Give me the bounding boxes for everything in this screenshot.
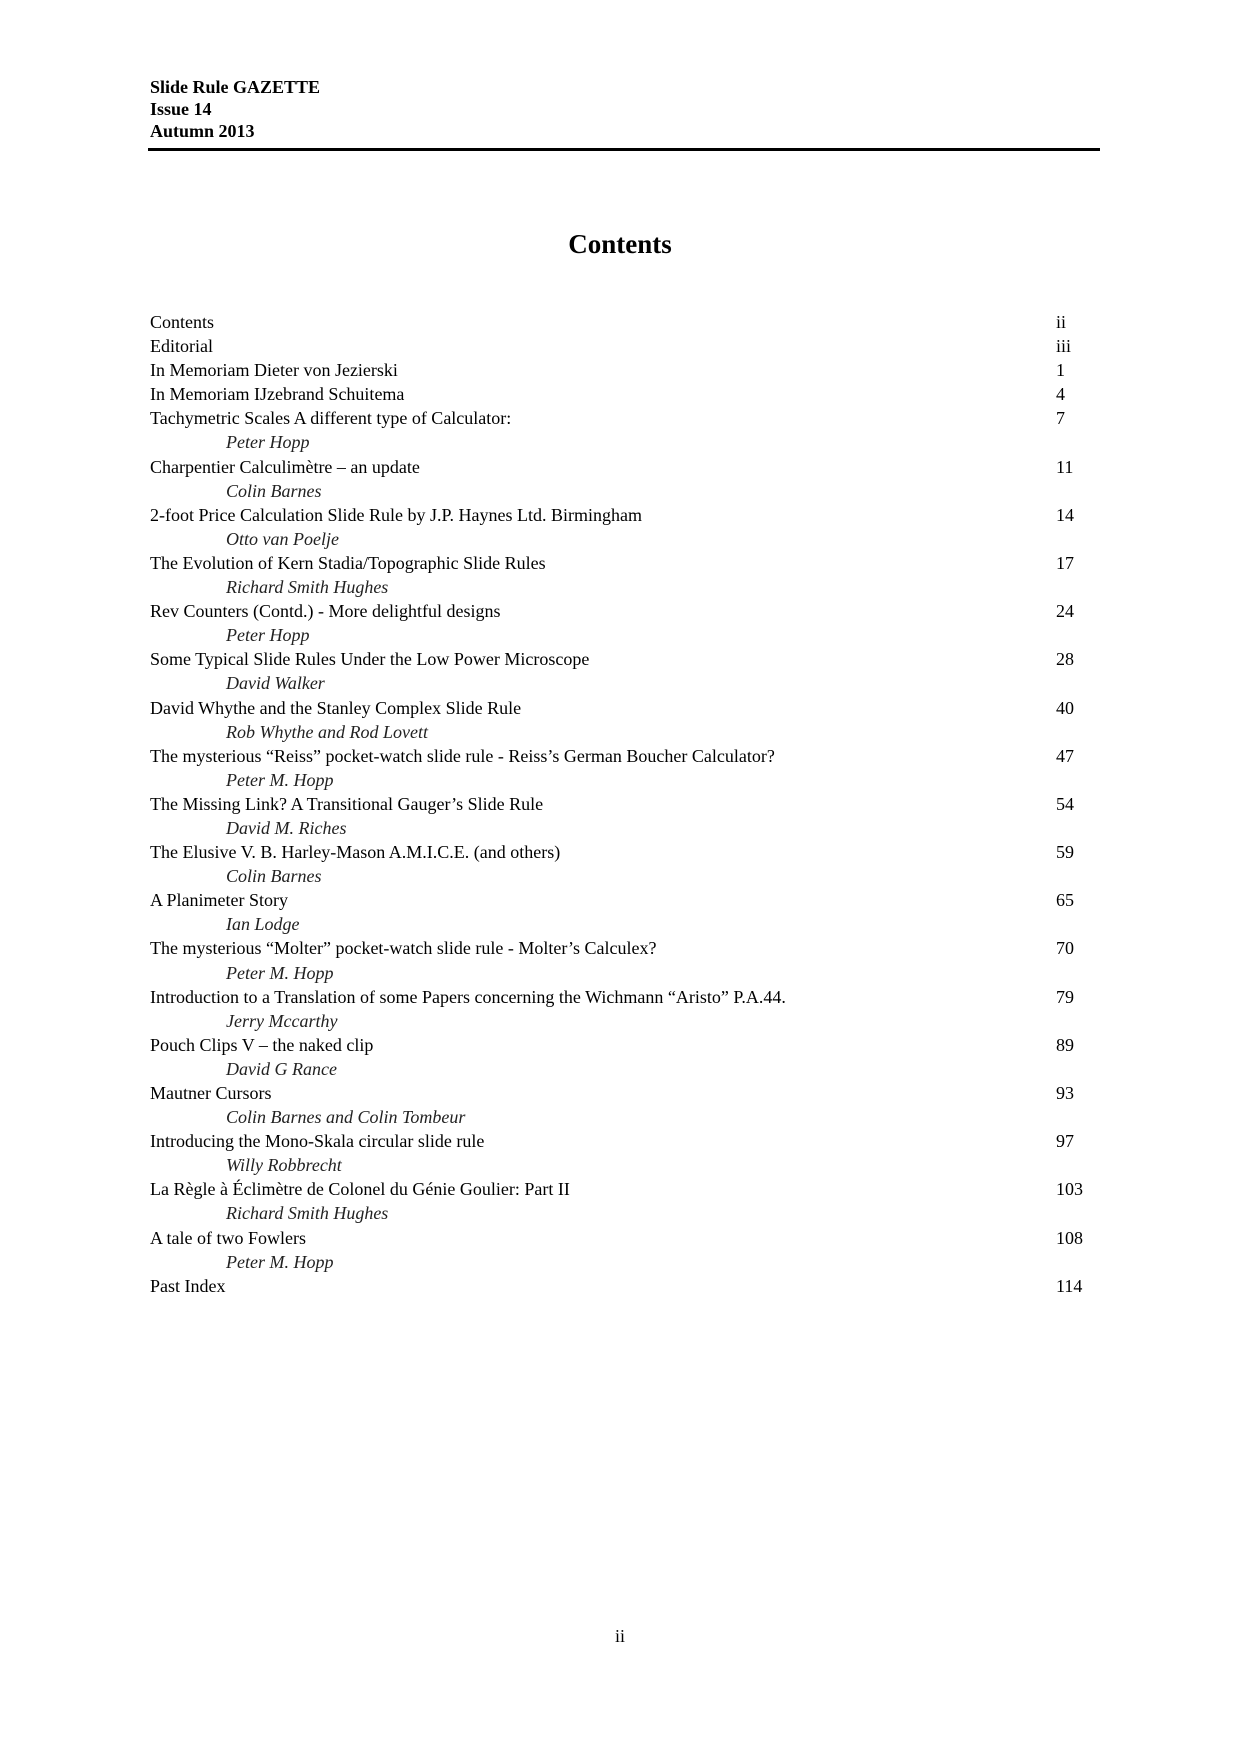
toc-entry-author: Peter M. Hopp — [226, 1251, 334, 1272]
toc-entry — [150, 406, 1090, 430]
toc-entry-page: 24 — [1056, 601, 1074, 622]
toc-entry — [150, 1274, 1090, 1298]
toc-entry — [150, 382, 1090, 406]
toc-entry-author: Willy Robbrecht — [226, 1155, 342, 1176]
toc-entry-author: Otto van Poelje — [226, 528, 339, 549]
toc-entry-title: In Memoriam Dieter von Jezierski — [150, 360, 398, 381]
toc-entry — [150, 1033, 1090, 1057]
toc-entry-page: 7 — [1056, 408, 1065, 429]
toc-entry — [150, 1226, 1090, 1250]
toc-entry — [150, 599, 1090, 623]
toc-entry-page: 103 — [1056, 1179, 1083, 1200]
toc-entry-author: David M. Riches — [226, 817, 347, 838]
toc-entry-page: 59 — [1056, 842, 1074, 863]
toc-entry-page: 93 — [1056, 1083, 1074, 1103]
toc-entry-title: David Whythe and the Stanley Complex Slide Rule — [150, 697, 522, 718]
toc-entry-author: David G Rance — [226, 1058, 337, 1079]
toc-entry — [150, 936, 1090, 960]
toc-entry-author: Colin Barnes — [226, 480, 322, 501]
toc-entry-page: 4 — [1056, 384, 1065, 405]
toc-entry-page: 28 — [1056, 649, 1074, 670]
toc-entry-title: Mautner Cursors — [150, 1083, 272, 1103]
toc-entry — [150, 358, 1090, 382]
toc-entry-page: 65 — [1056, 890, 1074, 911]
toc-entry — [150, 334, 1090, 358]
toc-entry-title: Rev Counters (Contd.) - More delightful designs — [150, 601, 501, 622]
toc-entry-page: 89 — [1056, 1034, 1074, 1055]
toc-entry — [150, 888, 1090, 912]
toc-entry-title: Tachymetric Scales A different type of Calculator: — [150, 408, 512, 429]
publication-name: Slide Rule GAZETTE — [150, 77, 321, 97]
toc-entry-author: Peter Hopp — [226, 432, 310, 453]
toc-entry-author: Richard Smith Hughes — [226, 577, 389, 598]
toc-entry — [150, 744, 1090, 768]
toc-entry-page: 14 — [1056, 504, 1074, 525]
toc-entry-title: Introduction to a Translation of some Papers concerning the Wichmann “Aristo” P.A.44. — [150, 986, 786, 1007]
toc-entry-page: 54 — [1056, 793, 1074, 814]
toc-entry — [150, 647, 1090, 671]
toc-entry-title: A tale of two Fowlers — [150, 1227, 306, 1248]
toc-entry — [150, 455, 1090, 479]
toc-entry — [150, 840, 1090, 864]
toc-entry — [150, 551, 1090, 575]
header-rule — [148, 148, 1100, 151]
toc-entry-title: Some Typical Slide Rules Under the Low Power Microscope — [150, 649, 590, 670]
toc-entry-author: Ian Lodge — [226, 914, 300, 935]
table-of-contents — [150, 310, 1090, 1298]
toc-entry-title: Past Index — [150, 1275, 226, 1296]
toc-entry-page: 1 — [1056, 360, 1065, 381]
page-number: ii — [614, 1626, 625, 1646]
page-title: Contents — [568, 229, 672, 259]
toc-entry-title: 2-foot Price Calculation Slide Rule by J.P. Haynes Ltd. Birmingham — [150, 504, 642, 525]
toc-entry-author: Peter M. Hopp — [226, 962, 334, 983]
toc-entry-title: Introducing the Mono-Skala circular slide rule — [150, 1131, 485, 1152]
toc-entry — [150, 1177, 1090, 1201]
toc-entry-author: David Walker — [226, 673, 325, 694]
toc-entry — [150, 1129, 1090, 1153]
toc-entry-page: 11 — [1056, 456, 1074, 477]
toc-entry-title: The Evolution of Kern Stadia/Topographic Slide Rules — [150, 552, 546, 573]
toc-entry-author: Colin Barnes and Colin Tombeur — [226, 1107, 466, 1128]
toc-entry — [150, 503, 1090, 527]
toc-entry-title: The Elusive V. B. Harley-Mason A.M.I.C.E. (and others) — [150, 842, 561, 863]
toc-entry-page: 17 — [1056, 552, 1074, 573]
toc-entry — [150, 696, 1090, 720]
toc-entry-author: Jerry Mccarthy — [226, 1010, 338, 1031]
toc-entry-page: 40 — [1056, 697, 1074, 718]
toc-entry-page: 79 — [1056, 986, 1074, 1007]
toc-entry-author: Peter M. Hopp — [226, 769, 334, 790]
toc-entry-title: Pouch Clips V – the naked clip — [150, 1034, 374, 1055]
toc-entry-page: iii — [1056, 336, 1072, 357]
toc-entry — [150, 1081, 1090, 1105]
toc-entry-title: Editorial — [150, 336, 213, 357]
toc-entry-title: Charpentier Calculimètre – an update — [150, 456, 420, 477]
toc-entry-author: Richard Smith Hughes — [226, 1203, 389, 1224]
toc-entry-title: The mysterious “Reiss” pocket-watch slide rule - Reiss’s German Boucher Calculator? — [150, 745, 775, 766]
toc-entry-title: The mysterious “Molter” pocket-watch slide rule - Molter’s Calculex? — [150, 938, 657, 959]
toc-entry-page: 114 — [1056, 1275, 1083, 1296]
toc-entry-page: 47 — [1056, 745, 1074, 766]
toc-entry-author: Rob Whythe and Rod Lovett — [226, 721, 428, 742]
toc-entry-author: Colin Barnes — [226, 866, 322, 887]
toc-entry-page: 70 — [1056, 938, 1074, 959]
toc-entry-title: A Planimeter Story — [150, 890, 288, 911]
toc-entry — [150, 792, 1090, 816]
toc-entry-page: 97 — [1056, 1131, 1074, 1152]
toc-entry-author: Peter Hopp — [226, 625, 310, 646]
running-header — [150, 76, 1100, 142]
toc-entry-title: Contents — [150, 312, 215, 332]
toc-entry — [150, 310, 1090, 334]
toc-entry-page: 108 — [1056, 1227, 1083, 1248]
issue-date: Autumn 2013 — [150, 121, 255, 141]
toc-entry-title: La Règle à Éclimètre de Colonel du Génie Goulier: Part II — [150, 1179, 570, 1200]
issue-number: Issue 14 — [150, 99, 212, 119]
toc-entry-page: ii — [1056, 312, 1067, 332]
toc-entry-title: In Memoriam IJzebrand Schuitema — [150, 384, 405, 405]
toc-entry — [150, 985, 1090, 1009]
toc-entry-title: The Missing Link? A Transitional Gauger’s Slide Rule — [150, 793, 544, 814]
